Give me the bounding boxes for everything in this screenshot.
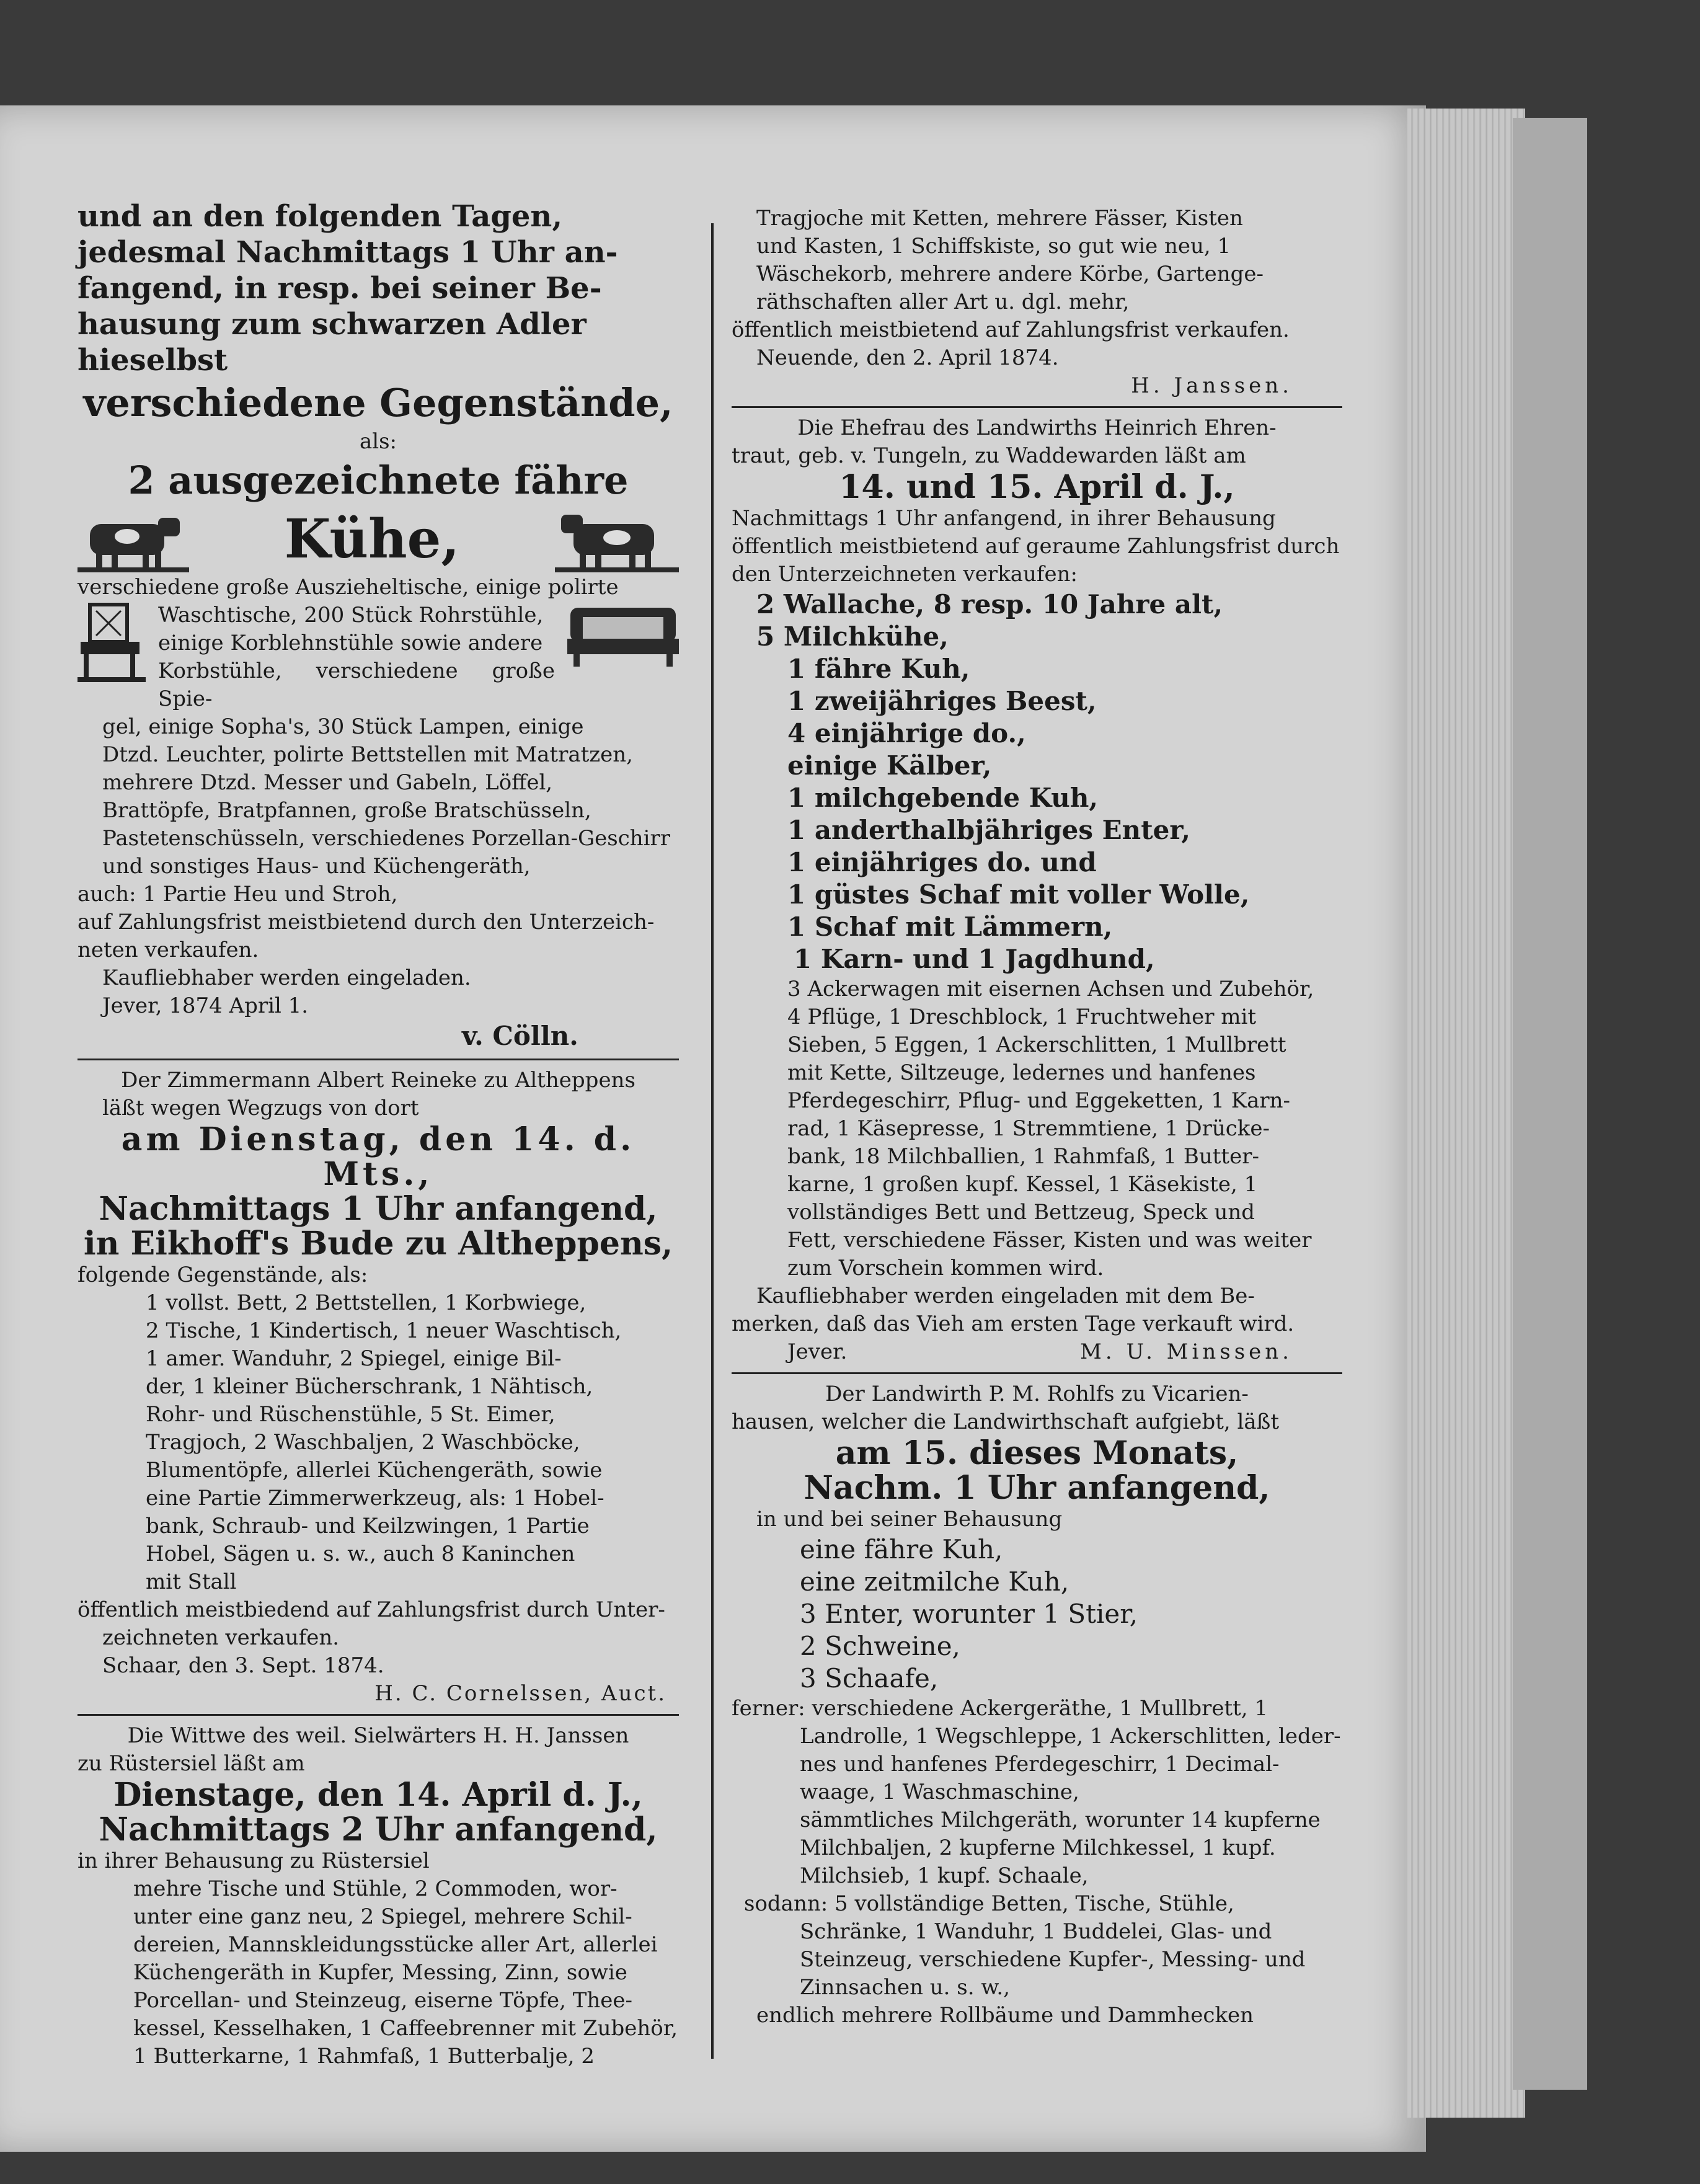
list-item: 1 Butterkarne, 1 Rahmfaß, 1 Butterbalje, 2 [133, 2044, 595, 2069]
item-line: verschiedene große Auszieheltische, einige polirte [77, 575, 619, 600]
list-item: Hobel, Sägen u. s. w., auch 8 Kaninchen [146, 1542, 575, 1566]
signature: v. Cölln. [462, 1021, 578, 1051]
ad-separator [77, 1059, 679, 1060]
item-line: Dtzd. Leuchter, polirte Bettstellen mit Matratzen, [102, 742, 633, 767]
livestock-item: eine fähre Kuh, [800, 1534, 1003, 1565]
list-item: kessel, Kesselhaken, 1 Caffeebrenner mit Zubehör, [133, 2016, 678, 2041]
ad-separator [732, 406, 1342, 408]
livestock-item: 4 einjährige do., [787, 718, 1026, 748]
item-line: Waschtische, 200 Stück Rohrstühle, [158, 603, 544, 628]
list-item: der, 1 kleiner Bücherschrank, 1 Nähtisch, [146, 1374, 593, 1399]
invitation-text: merken, daß das Vieh am ersten Tage verkauft wird. [732, 1312, 1295, 1336]
list-item: sodann: 5 vollständige Betten, Tische, Stühle, [744, 1891, 1234, 1916]
invitation-text: Kaufliebhaber werden eingeladen. [102, 965, 471, 990]
ad-coelln [77, 198, 679, 1052]
list-item: 2 Tische, 1 Kindertisch, 1 neuer Waschtisch, [146, 1318, 622, 1343]
item-line: einige Korblehnstühle sowie andere [158, 631, 543, 655]
text-line: auf Zahlungsfrist meistbietend durch den Unterzeich- [77, 910, 655, 934]
place-date: Neuende, den 2. April 1874. [756, 345, 1059, 370]
list-item: Rohr- und Rüschenstühle, 5 St. Eimer, [146, 1402, 556, 1427]
place: Jever. [787, 1339, 848, 1364]
chair-illustration [77, 601, 146, 682]
signature: H. C. Cornelssen, Auct. [374, 1681, 666, 1706]
ad-separator [77, 1714, 679, 1716]
text-line: hausen, welcher die Landwirthschaft aufgiebt, läßt [732, 1409, 1280, 1434]
cow-illustration-left [77, 505, 189, 574]
text-line: und an den folgenden Tagen, [77, 199, 563, 234]
ad-headline: Nachmittags 2 Uhr anfangend, [99, 1811, 658, 1849]
list-item: 1 vollst. Bett, 2 Bettstellen, 1 Korbwiege, [146, 1290, 587, 1315]
list-item: Tragjoch, 2 Waschbaljen, 2 Waschböcke, [146, 1430, 580, 1455]
text-line: öffentlich meistbiedend auf Zahlungsfrist durch Unter- [77, 1597, 665, 1622]
als-label: als: [359, 429, 397, 454]
livestock-item: 1 einjähriges do. und [787, 847, 1097, 877]
list-item: vollständiges Bett und Bettzeug, Speck und [787, 1200, 1255, 1225]
list-item: Zinnsachen u. s. w., [800, 1975, 1011, 2000]
ad-headline: 14. und 15. April d. J., [839, 468, 1235, 506]
livestock-item: einige Kälber, [787, 750, 992, 781]
item-line: Pastetenschüsseln, verschiedenes Porzellan-Geschirr [102, 826, 671, 851]
list-item: unter eine ganz neu, 2 Spiegel, mehrere Schil- [133, 1904, 632, 1929]
text-line: Der Zimmermann Albert Reineke zu Altheppens [121, 1068, 635, 1093]
ad-reineke [77, 1067, 679, 1708]
ad-headline: Nachmittags 1 Uhr anfangend, [99, 1190, 658, 1228]
text-line: Die Wittwe des weil. Sielwärters H. H. Janssen [127, 1723, 629, 1748]
column-divider [711, 223, 714, 2059]
list-item: mit Stall [146, 1569, 237, 1594]
text-line: hausung zum schwarzen Adler [77, 307, 587, 342]
livestock-item: 1 güstes Schaf mit voller Wolle, [787, 879, 1250, 910]
list-item: bank, 18 Milchballien, 1 Rahmfaß, 1 Butter- [787, 1144, 1259, 1169]
text-line: den Unterzeichneten verkaufen: [732, 562, 1078, 587]
cows-line [77, 505, 679, 574]
list-item: und Kasten, 1 Schiffskiste, so gut wie neu, 1 [756, 234, 1231, 259]
ad-headline: Dienstage, den 14. April d. J., [113, 1776, 643, 1814]
list-item: Porcellan- und Steinzeug, eiserne Töpfe, Thee- [133, 1988, 632, 2013]
ad-intro [77, 198, 679, 378]
item-line: mehrere Dtzd. Messer und Gabeln, Löffel, [102, 770, 553, 795]
list-item: Milchsieb, 1 kupf. Schaale, [800, 1863, 1089, 1888]
livestock-item: 1 fähre Kuh, [787, 654, 970, 684]
list-item: nes und hanfenes Pferdegeschirr, 1 Decimal- [800, 1752, 1280, 1777]
text-line: öffentlich meistbietend auf Zahlungsfrist verkaufen. [732, 317, 1290, 342]
ad-headline: in Eikhoff's Bude zu Altheppens, [83, 1225, 673, 1263]
text-line: in ihrer Behausung zu Rüstersiel [77, 1849, 430, 1873]
ad-headline: verschiedene Gegenstände, [83, 380, 673, 425]
text-line: zu Rüstersiel läßt am [77, 1751, 305, 1776]
ad-headline: Nachm. 1 Uhr anfangend, [804, 1469, 1270, 1507]
ad-headline: am 15. dieses Monats, [835, 1434, 1239, 1472]
ad-separator [732, 1372, 1342, 1374]
list-item: 4 Pflüge, 1 Dreschblock, 1 Fruchtweher mit [787, 1005, 1257, 1029]
place-date: Schaar, den 3. Sept. 1874. [102, 1653, 384, 1678]
livestock-item: 3 Enter, worunter 1 Stier, [800, 1599, 1138, 1629]
text-line: endlich mehrere Rollbäume und Dammhecken [756, 2003, 1254, 2028]
book-cover-edge [1513, 118, 1587, 2090]
ad-ehrentraut [732, 414, 1342, 1366]
list-item: eine Partie Zimmerwerkzeug, als: 1 Hobel- [146, 1486, 604, 1511]
list-item: Tragjoche mit Ketten, mehrere Fässer, Kisten [756, 206, 1243, 231]
list-item: Steinzeug, verschiedene Kupfer-, Messing- und [800, 1947, 1306, 1972]
list-item: 3 Ackerwagen mit eisernen Achsen und Zubehör, [787, 977, 1314, 1001]
list-item: Milchbaljen, 2 kupferne Milchkessel, 1 kupf. [800, 1836, 1276, 1860]
item-line: gel, einige Sopha's, 30 Stück Lampen, einige [102, 714, 584, 739]
list-item: Blumentöpfe, allerlei Küchengeräth, sowie [146, 1458, 603, 1483]
place-date: Jever, 1874 April 1. [102, 993, 309, 1018]
big-cows-word: Kühe, [284, 508, 460, 570]
text-line: hieselbst [77, 343, 228, 378]
list-item: sämmtliches Milchgeräth, worunter 14 kupferne [800, 1808, 1321, 1832]
list-item: ferner: verschiedene Ackergeräthe, 1 Mullbrett, 1 [732, 1696, 1268, 1721]
list-item: mehre Tische und Stühle, 2 Commoden, wor- [133, 1876, 618, 1901]
list-item: 1 amer. Wanduhr, 2 Spiegel, einige Bil- [146, 1346, 562, 1371]
item-line: Brattöpfe, Bratpfannen, große Bratschüsseln, [102, 798, 591, 823]
text-line: Nachmittags 1 Uhr anfangend, in ihrer Behausung [732, 506, 1276, 531]
text-line: zeichneten verkaufen. [102, 1625, 340, 1650]
item-line: und sonstiges Haus- und Küchengeräth, [102, 854, 531, 879]
ad-janssen-wittwe [77, 1722, 679, 2071]
livestock-item: 1 Karn- und 1 Jagdhund, [794, 944, 1155, 974]
list-item: karne, 1 großen kupf. Kessel, 1 Käsekiste, 1 [787, 1172, 1258, 1197]
list-item: dereien, Mannskleidungsstücke aller Art, allerlei [133, 1932, 658, 1957]
list-item: Küchengeräth in Kupfer, Messing, Zinn, sowie [133, 1960, 627, 1985]
text-line: öffentlich meistbietend auf geraume Zahlungsfrist durch [732, 534, 1340, 559]
list-item: bank, Schraub- und Keilzwingen, 1 Partie [146, 1514, 590, 1538]
livestock-item: 1 milchgebende Kuh, [787, 783, 1099, 813]
list-item: rad, 1 Käsepresse, 1 Stremmtiene, 1 Drücke- [787, 1116, 1270, 1141]
signature-row [732, 1338, 1342, 1366]
cow-illustration-right [555, 505, 679, 574]
list-item: Schränke, 1 Wanduhr, 1 Buddelei, Glas- und [800, 1919, 1272, 1944]
livestock-item: 1 zweijähriges Beest, [787, 686, 1097, 716]
text-line: Die Ehefrau des Landwirths Heinrich Ehren- [797, 415, 1277, 440]
text-line: Der Landwirth P. M. Rohlfs zu Vicarien- [825, 1382, 1249, 1406]
list-item: waage, 1 Waschmaschine, [800, 1780, 1079, 1804]
list-item: räthschaften aller Art u. dgl. mehr, [756, 290, 1130, 314]
livestock-item: 2 Schweine, [800, 1631, 960, 1661]
sofa-illustration [567, 601, 679, 670]
list-item: Wäschekorb, mehrere andere Körbe, Gartenge- [756, 262, 1264, 286]
text-line: in und bei seiner Behausung [756, 1507, 1063, 1532]
book-page-edges [1407, 109, 1525, 2118]
livestock-item: eine zeitmilche Kuh, [800, 1566, 1069, 1597]
ad-janssen-continued [732, 205, 1342, 400]
left-column [77, 198, 679, 2071]
signature: H. Janssen. [1131, 373, 1293, 398]
text-line: fangend, in resp. bei seiner Be- [77, 271, 602, 306]
text-line: läßt wegen Wegzugs von dort [102, 1096, 419, 1121]
signature: M. U. Minssen. [1080, 1339, 1293, 1364]
text-line: neten verkaufen. [77, 938, 259, 962]
list-item: Fett, verschiedene Fässer, Kisten und was weiter [787, 1228, 1312, 1253]
text-line: auch: 1 Partie Heu und Stroh, [77, 882, 398, 907]
ad-headline: am Dienstag, den 14. d. Mts., [121, 1121, 635, 1193]
list-item: zum Vorschein kommen wird. [787, 1256, 1104, 1281]
list-item: Sieben, 5 Eggen, 1 Ackerschlitten, 1 Mullbrett [787, 1032, 1286, 1057]
invitation-text: Kaufliebhaber werden eingeladen mit dem Be- [756, 1284, 1255, 1308]
item-line: Korbstühle, verschiedene große Spie- [158, 659, 555, 711]
list-item: Landrolle, 1 Wegschleppe, 1 Ackerschlitten, leder- [800, 1724, 1341, 1749]
ad-rohlfs [732, 1380, 1342, 2030]
livestock-item: 3 Schaafe, [800, 1663, 939, 1693]
livestock-item: 5 Milchkühe, [756, 621, 949, 652]
text-line: traut, geb. v. Tungeln, zu Waddewarden läßt am [732, 443, 1246, 468]
livestock-item: 2 Wallache, 8 resp. 10 Jahre alt, [756, 589, 1223, 619]
livestock-item: 1 anderthalbjähriges Enter, [787, 815, 1191, 845]
big-line: 2 ausgezeichnete fähre [128, 458, 629, 503]
text-line: jedesmal Nachmittags 1 Uhr an- [77, 235, 618, 270]
furniture-block [77, 574, 679, 881]
livestock-item: 1 Schaf mit Lämmern, [787, 912, 1113, 942]
right-column [732, 205, 1342, 2030]
text-line: folgende Gegenstände, als: [77, 1263, 368, 1287]
list-item: mit Kette, Siltzeuge, ledernes und hanfenes [787, 1060, 1256, 1085]
list-item: Pferdegeschirr, Pflug- und Eggeketten, 1 Karn- [787, 1088, 1291, 1113]
